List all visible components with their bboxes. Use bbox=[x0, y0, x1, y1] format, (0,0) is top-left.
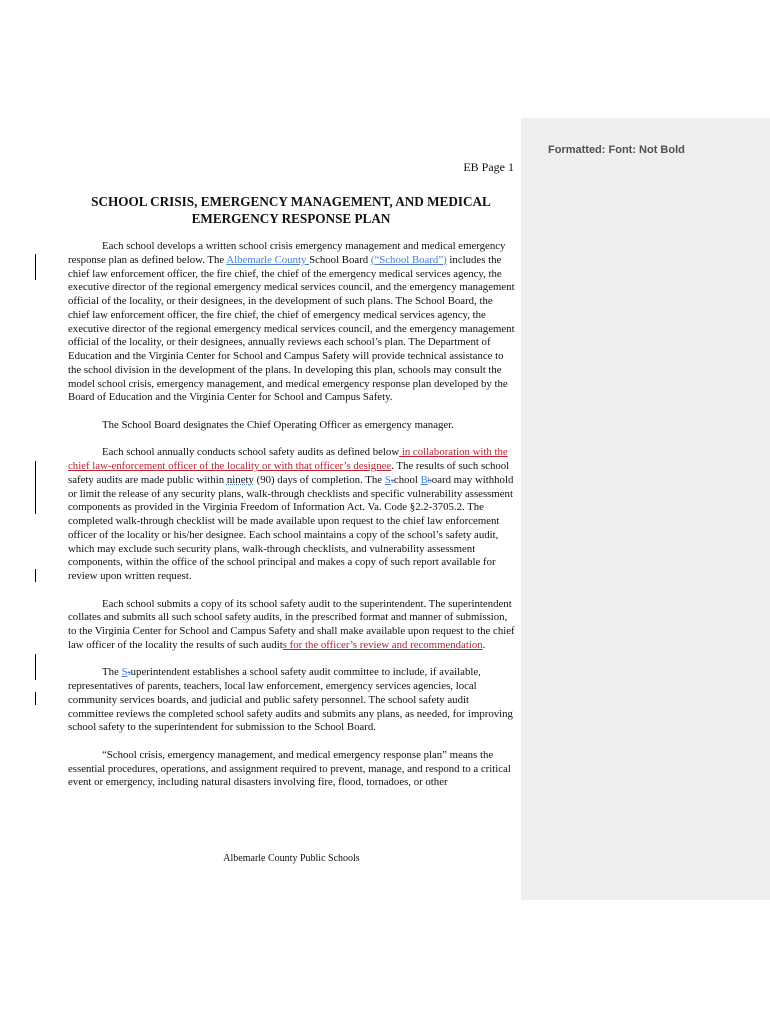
paragraph-audit-submission bbox=[68, 598, 515, 653]
tracked-insertion[interactable]: B bbox=[420, 473, 428, 486]
change-bar bbox=[35, 692, 36, 705]
text-run: . The results of such school safety audits are made public within bbox=[68, 460, 510, 486]
change-bar bbox=[35, 569, 36, 582]
paragraph-emergency-manager: The School Board designates the Chief Operating Officer as emergency manager. bbox=[102, 418, 454, 431]
tracked-insertion[interactable]: Albemarle County bbox=[226, 253, 310, 266]
comment-balloon-text[interactable]: Formatted: Font: Not Bold bbox=[548, 144, 685, 156]
text-run: oard may withhold or limit the release of any security plans, walk-through checklists and specific vulnerability assessment components as provided in the Virginia Freedom of Information Act. Va. Code §2.2-3705.2. The completed walk-through checklist will be made available upon request to the chief law enforcement officer of the locality or his/her designee. Each school maintains a copy of the school’s safety audit, which may exclude such security plans, walk-through checklists bbox=[68, 473, 514, 555]
text-run: chool bbox=[393, 473, 421, 486]
text-run: . bbox=[482, 638, 486, 651]
tracked-insertion[interactable]: s for the officer’s review and recommendation bbox=[282, 638, 483, 651]
title-line-2: EMERGENCY RESPONSE PLAN bbox=[191, 210, 391, 226]
text-run: School Board bbox=[309, 253, 371, 266]
tracked-insertion[interactable]: (“School Board”) bbox=[370, 253, 447, 266]
tracked-deletion[interactable]: s bbox=[390, 475, 394, 485]
tracked-format-change[interactable]: ) bbox=[271, 473, 275, 486]
change-bar bbox=[35, 461, 36, 514]
text-run: days of completion. The bbox=[274, 473, 385, 486]
tracked-deletion[interactable]: b bbox=[427, 475, 432, 485]
text-run: and vulnerability assessment components, within the office of the school principal and makes a copy of such report available for review upon written request. bbox=[68, 542, 496, 582]
text-run: (90 bbox=[253, 473, 271, 486]
paragraph-safety-audits bbox=[68, 446, 515, 584]
document-body bbox=[68, 240, 515, 804]
paragraph-crisis-plan bbox=[68, 240, 515, 405]
paragraph-audit-committee bbox=[68, 666, 515, 735]
text-run: The bbox=[102, 666, 122, 679]
change-bar bbox=[35, 254, 36, 280]
tracked-deletion[interactable]: s bbox=[127, 668, 131, 678]
title-line-1: SCHOOL CRISIS, EMERGENCY MANAGEMENT, AND MEDICAL bbox=[91, 194, 491, 209]
page-footer: Albemarle County Public Schools bbox=[223, 853, 360, 864]
tracked-insertion[interactable]: S bbox=[121, 666, 128, 679]
tracked-insertion[interactable]: in collaboration with the chief law-enforcement officer of the locality or with that officer’s designee bbox=[68, 446, 508, 472]
text-run: Each school annually conducts school safety audits as defined below bbox=[102, 446, 400, 459]
text-run: Each school submits a copy of its school safety audit to the superintendent. The superintendent collates and submits all such school safety audits, in the prescribed format and manner of submission, to the Virginia Center for School and Campus Safety and shall make available upon request to the chief law officer of the locality the results of such audit bbox=[68, 597, 515, 651]
document-title bbox=[68, 194, 514, 227]
text-run: includes the chief law enforcement officer, the fire chief, the chief of the emergency medical services agency, the executive director of the regional emergency medical services council, and the emergency management official of the locality, or their designees, in the development of such plans. The School Board, the chief law enforcement officer, the fire chief, the chief of emergency medical services agency, the executive director of the regional emergency medical services council, and the emergency management official of the locality, or their designees, annually reviews each school’s plan. The Department of Education and the Virginia Center for School and Campus Safety will provide technical assistance to the school division in the development of the plans. In developing this plan, schools may consult the model school crisis, emergency management, and medical emergency response plan developed by the Board of Education and the Virginia Center for School and Campus Safety. bbox=[68, 253, 515, 404]
page-header: EB Page 1 bbox=[463, 160, 514, 174]
tracked-format-change[interactable]: ninety bbox=[226, 473, 254, 486]
paragraph-definition: “School crisis, emergency management, and medical emergency response plan” means the essential procedures, operations, and assignment required to prevent, manage, and respond to a critical event or emergency, including natural disasters involving fire, flood, tornadoes, or other bbox=[68, 748, 511, 789]
text-run: Each school develops a written school crisis emergency management and medical emergency response plan as defined below. The bbox=[68, 240, 506, 266]
tracked-format-change[interactable]: , bbox=[345, 542, 349, 555]
text-run: uperintendent establishes a school safety audit committee to include, if available, representatives of parents, teachers, local law enforcement, emergency services agencies, local community services boards, and judicial and public safety personnel. The school safety audit committee reviews the completed school safety audits and submits any plans, as needed, for improving school safety to the superintendent for submission to the School Board. bbox=[68, 666, 513, 734]
markup-comments-pane bbox=[521, 118, 770, 900]
tracked-insertion[interactable]: S bbox=[384, 473, 391, 486]
change-bar bbox=[35, 654, 36, 680]
